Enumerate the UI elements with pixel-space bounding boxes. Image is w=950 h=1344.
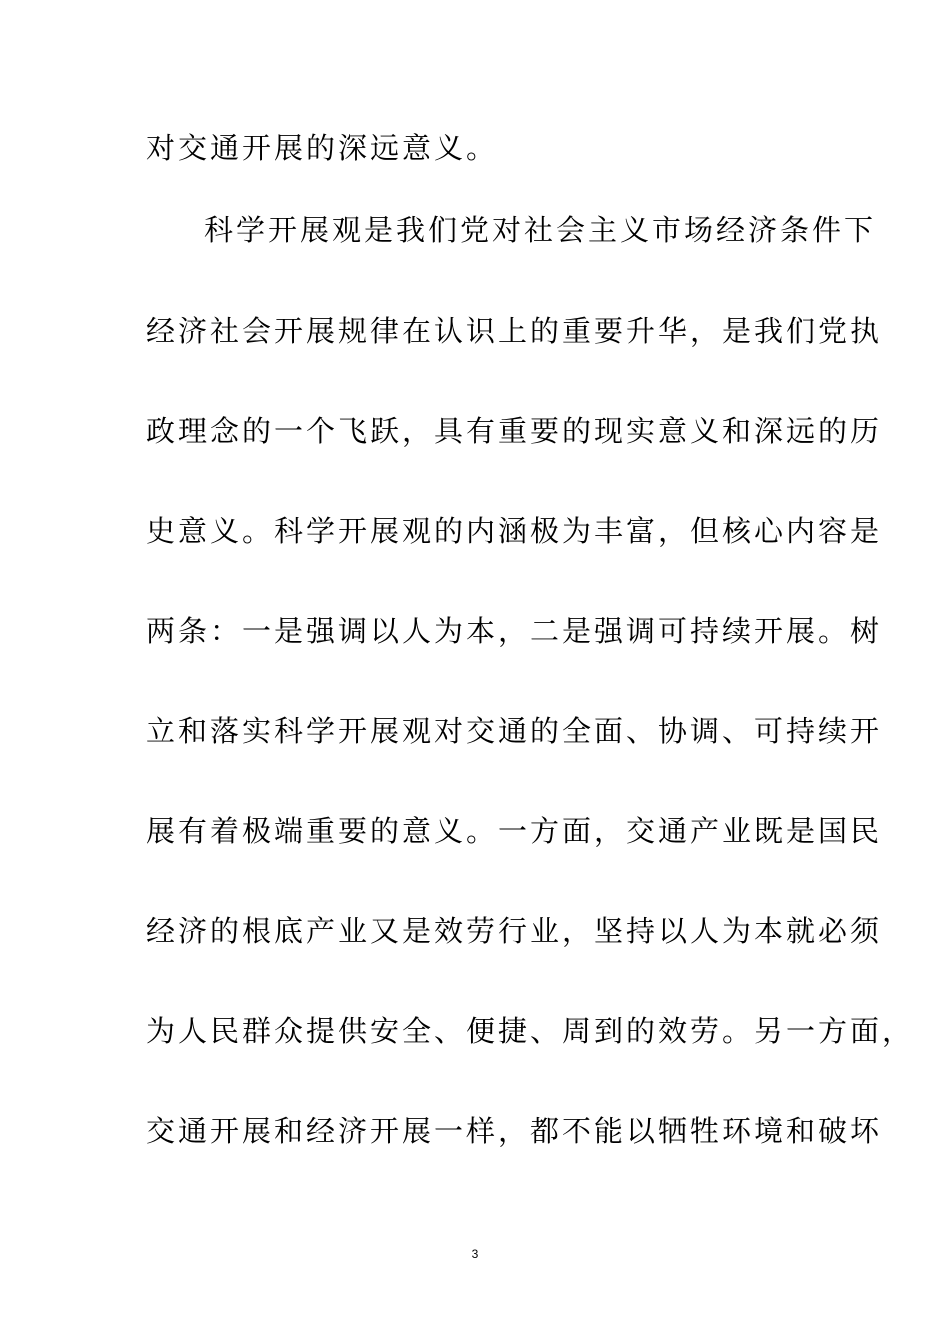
text-line: 对交通开展的深远意义。 <box>146 131 499 165</box>
text-line: 为人民群众提供安全、便捷、周到的效劳。另一方面， <box>146 1014 915 1048</box>
page-number: 3 <box>471 1247 479 1261</box>
text-line: 展有着极端重要的意义。一方面，交通产业既是国民 <box>146 814 883 848</box>
text-line: 两条：一是强调以人为本，二是强调可持续开展。树 <box>146 614 883 648</box>
text-line: 经济的根底产业又是效劳行业，坚持以人为本就必须 <box>146 914 883 948</box>
text-line: 立和落实科学开展观对交通的全面、协调、可持续开 <box>146 714 883 748</box>
text-line: 经济社会开展规律在认识上的重要升华，是我们党执 <box>146 314 883 348</box>
paragraph-first-line: 科学开展观是我们党对社会主义市场经济条件下 <box>204 213 877 247</box>
text-line: 史意义。科学开展观的内涵极为丰富，但核心内容是 <box>146 514 883 548</box>
text-line: 交通开展和经济开展一样，都不能以牺牲环境和破坏 <box>146 1114 883 1148</box>
text-line: 政理念的一个飞跃，具有重要的现实意义和深远的历 <box>146 414 883 448</box>
